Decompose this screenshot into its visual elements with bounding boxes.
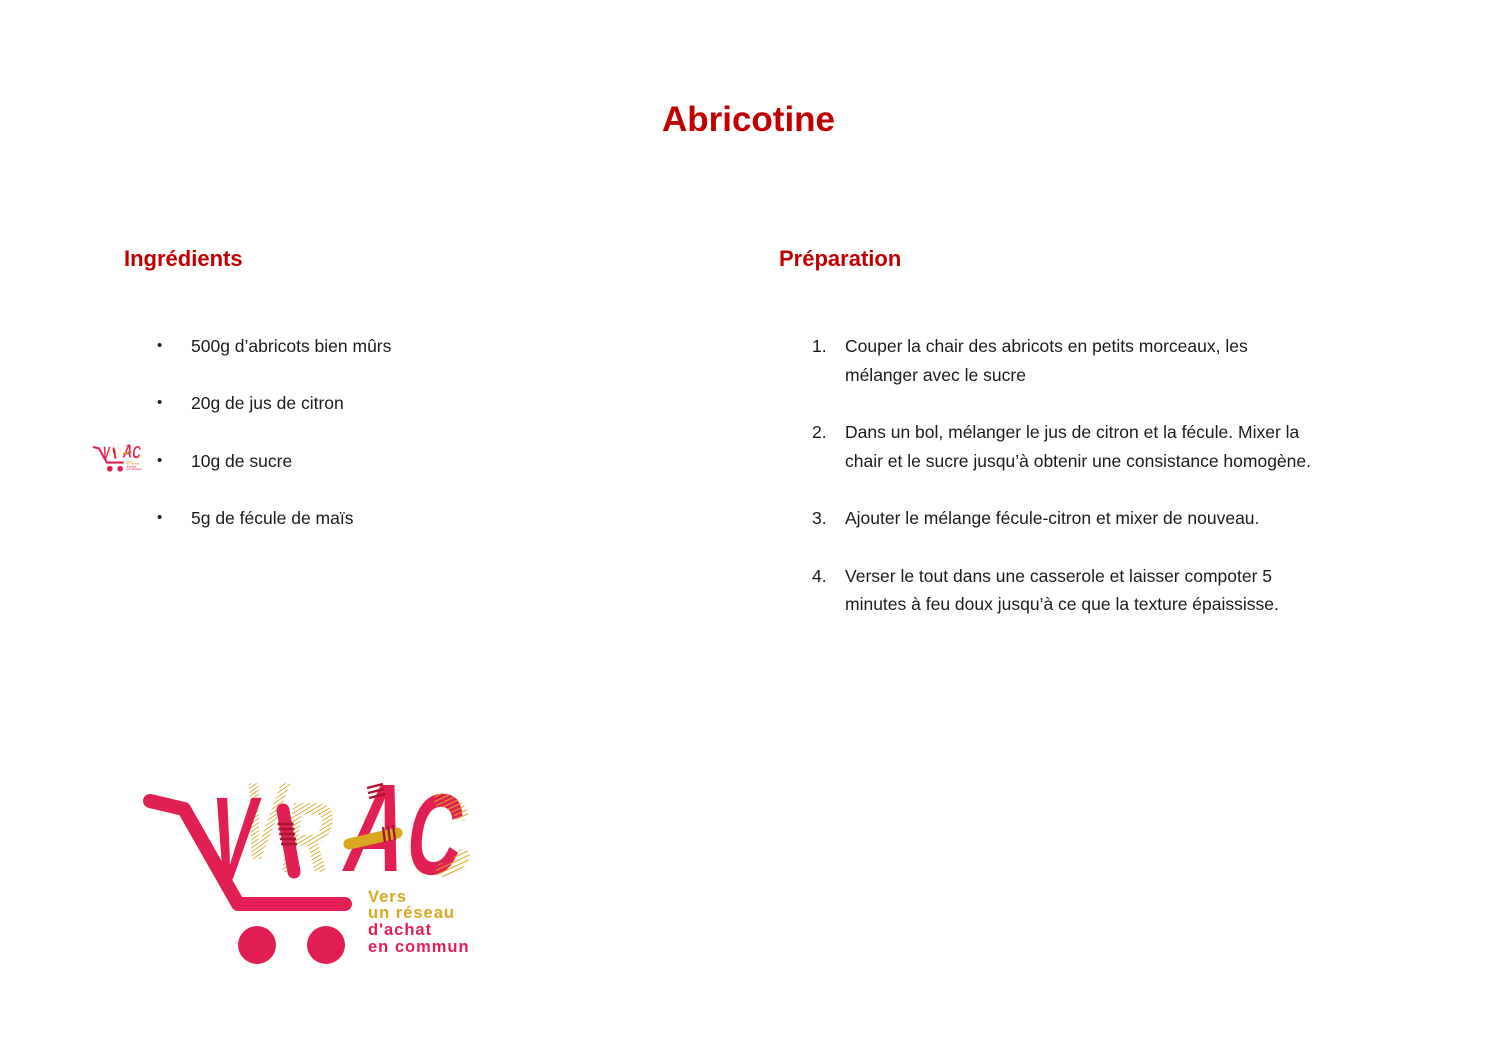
step-text — [845, 504, 1259, 533]
bullet-marker: • — [157, 509, 163, 527]
step-line: Couper la chair des abricots en petits morceaux, les — [845, 336, 1248, 356]
step-number: 3. — [812, 508, 827, 529]
step-text — [845, 562, 1279, 619]
preparation-heading: Préparation — [779, 246, 902, 271]
ingredient-item — [157, 389, 391, 418]
ingredient-text: 500g d’abricots bien mûrs — [191, 336, 392, 356]
ingredients-list — [157, 332, 391, 562]
preparation-list — [812, 332, 1412, 648]
step-number: 1. — [812, 336, 827, 356]
step-line: mélanger avec le sucre — [845, 364, 1026, 385]
ingredients-heading: Ingrédients — [124, 246, 243, 271]
preparation-step — [812, 332, 1412, 389]
bullet-marker: • — [157, 337, 163, 354]
vrac-logo-small — [90, 441, 150, 477]
step-number: 2. — [812, 422, 827, 443]
ingredient-item — [157, 332, 391, 361]
preparation-step — [812, 562, 1412, 619]
ingredient-text: 10g de sucre — [191, 450, 293, 471]
vrac-logo-large — [125, 760, 525, 1000]
step-line: Verser le tout dans une casserole et laisser compoter 5 — [845, 565, 1273, 586]
step-line: Dans un bol, mélanger le jus de citron et la fécule. Mixer la — [845, 422, 1300, 443]
step-number: 4. — [812, 565, 827, 586]
step-text — [845, 332, 1248, 389]
recipe-title: Abricotine — [661, 100, 836, 139]
ingredient-item — [157, 447, 391, 476]
preparation-step — [812, 504, 1412, 533]
preparation-step — [812, 418, 1412, 475]
bullet-marker: • — [157, 394, 163, 412]
bullet-marker: • — [157, 451, 163, 469]
step-line: Ajouter le mélange fécule-citron et mixer de nouveau. — [845, 508, 1260, 529]
step-line: minutes à feu doux jusqu’à ce que la texture épaississe. — [845, 594, 1279, 615]
step-line: chair et le sucre jusqu’à obtenir une consistance homogène. — [845, 450, 1311, 471]
ingredient-item — [157, 504, 391, 533]
ingredient-text: 20g de jus de citron — [191, 393, 344, 414]
step-text — [845, 418, 1311, 475]
ingredient-text: 5g de fécule de maïs — [191, 508, 354, 529]
